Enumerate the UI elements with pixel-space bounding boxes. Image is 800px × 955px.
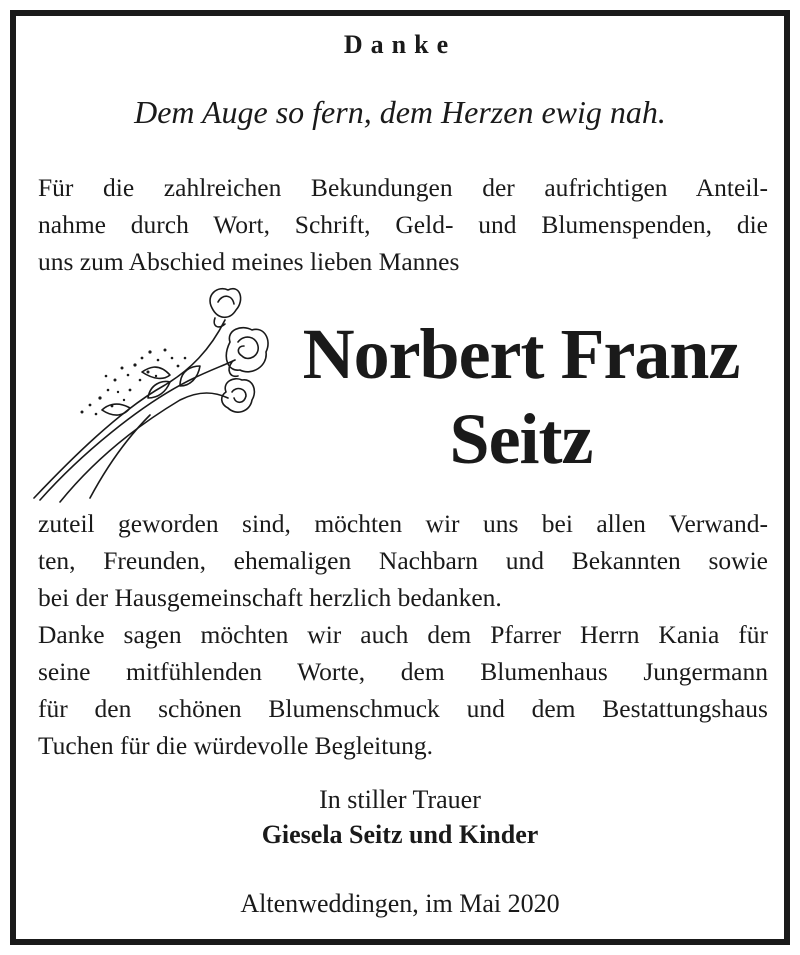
body-line: für den schönen Blumenschmuck und dem Bestattungshaus bbox=[38, 694, 768, 723]
motto: Dem Auge so fern, dem Herzen ewig nah. bbox=[134, 94, 666, 130]
body-line: zuteil geworden sind, möchten wir uns bei allen Verwand- bbox=[38, 509, 768, 538]
intro-line: uns zum Abschied meines lieben Mannes bbox=[38, 247, 460, 276]
body-line: Danke sagen möchten wir auch dem Pfarrer Herrn Kania für bbox=[38, 620, 768, 649]
intro-paragraph bbox=[38, 169, 768, 280]
rose-icon bbox=[30, 280, 280, 505]
family-signature: Giesela Seitz und Kinder bbox=[261, 820, 539, 849]
notice-heading: Danke bbox=[343, 30, 457, 59]
intro-line: Für die zahlreichen Bekundungen der aufrichtigen Anteil- bbox=[38, 173, 768, 202]
thanks-paragraph bbox=[38, 505, 768, 764]
intro-line: nahme durch Wort, Schrift, Geld- und Blumenspenden, die bbox=[38, 210, 768, 239]
body-line: seine mitfühlenden Worte, dem Blumenhaus Jungermann bbox=[38, 657, 768, 686]
body-line: Tuchen für die würdevolle Begleitung. bbox=[38, 731, 433, 760]
place-date: Altenweddingen, im Mai 2020 bbox=[240, 889, 560, 918]
mourning-line: In stiller Trauer bbox=[319, 785, 481, 814]
deceased-surname: Seitz bbox=[449, 399, 593, 479]
body-line: ten, Freunden, ehemaligen Nachbarn und Bekannten sowie bbox=[38, 546, 768, 575]
deceased-first-names: Norbert Franz bbox=[302, 314, 740, 394]
body-line: bei der Hausgemeinschaft herzlich bedanken. bbox=[38, 583, 502, 612]
